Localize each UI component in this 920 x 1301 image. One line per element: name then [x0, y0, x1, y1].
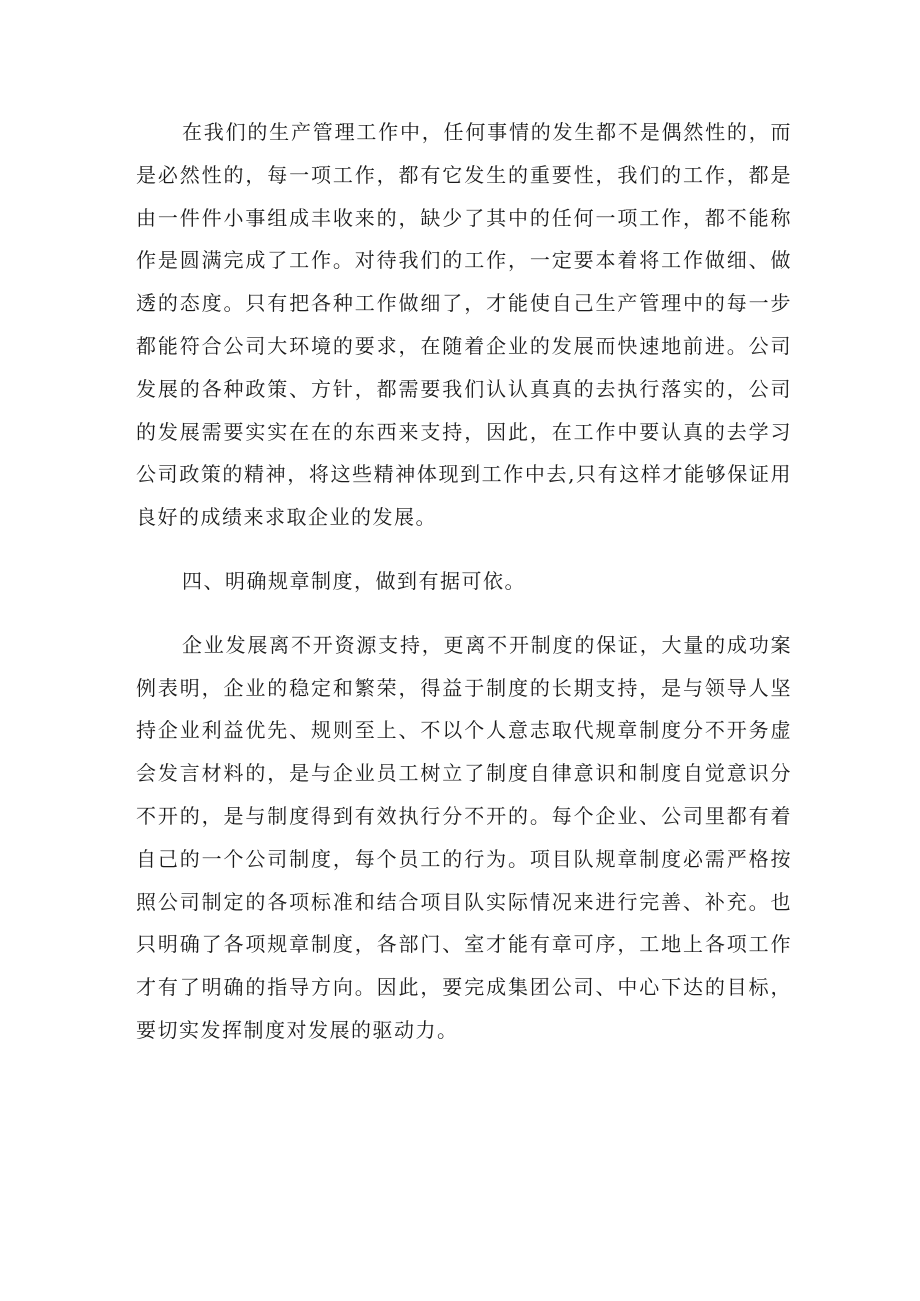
paragraph-rules-system: 企业发展离不开资源支持，更离不开制度的保证，大量的成功案例表明，企业的稳定和繁荣，得益于制度的长期支持，是与领导人坚持企业利益优先、规则至上、不以个人意志取代规章制度分不开务虚会发言材料的，是与企业员工树立了制度自律意识和制度自觉意识分不开的，是与制度得到有效执行分不开的。每个企业、公司里都有着自己的一个公司制度，每个员工的行为。项目队规章制度必需严格按照公司制定的各项标准和结合项目队实际情况来进行完善、补充。也只明确了各项规章制度，各部门、室才能有章可序，工地上各项工作才有了明确的指导方向。因此，要完成集团公司、中心下达的目标，要切实发挥制度对发展的驱动力。: [136, 632, 792, 1042]
document-body: [136, 111, 792, 1052]
paragraph-production-management: 在我们的生产管理工作中，任何事情的发生都不是偶然性的，而是必然性的，每一项工作，都有它发生的重要性，我们的工作，都是由一件件小事组成丰收来的，缺少了其中的任何一项工作，都不能称作是圆满完成了工作。对待我们的工作，一定要本着将工作做细、做透的态度。只有把各种工作做细了，才能使自己生产管理中的每一步都能符合公司大环境的要求，在随着企业的发展而快速地前进。公司发展的各种政策、方针，都需要我们认认真真的去执行落实的，公司的发展需要实实在在的东西来支持，因此，在工作中要认真的去学习公司政策的精神，将这些精神体现到工作中去,只有这样才能够保证用良好的成绩来求取企业的发展。: [136, 120, 792, 530]
section-heading-rules: 四、明确规章制度，做到有据可依。: [182, 568, 526, 593]
